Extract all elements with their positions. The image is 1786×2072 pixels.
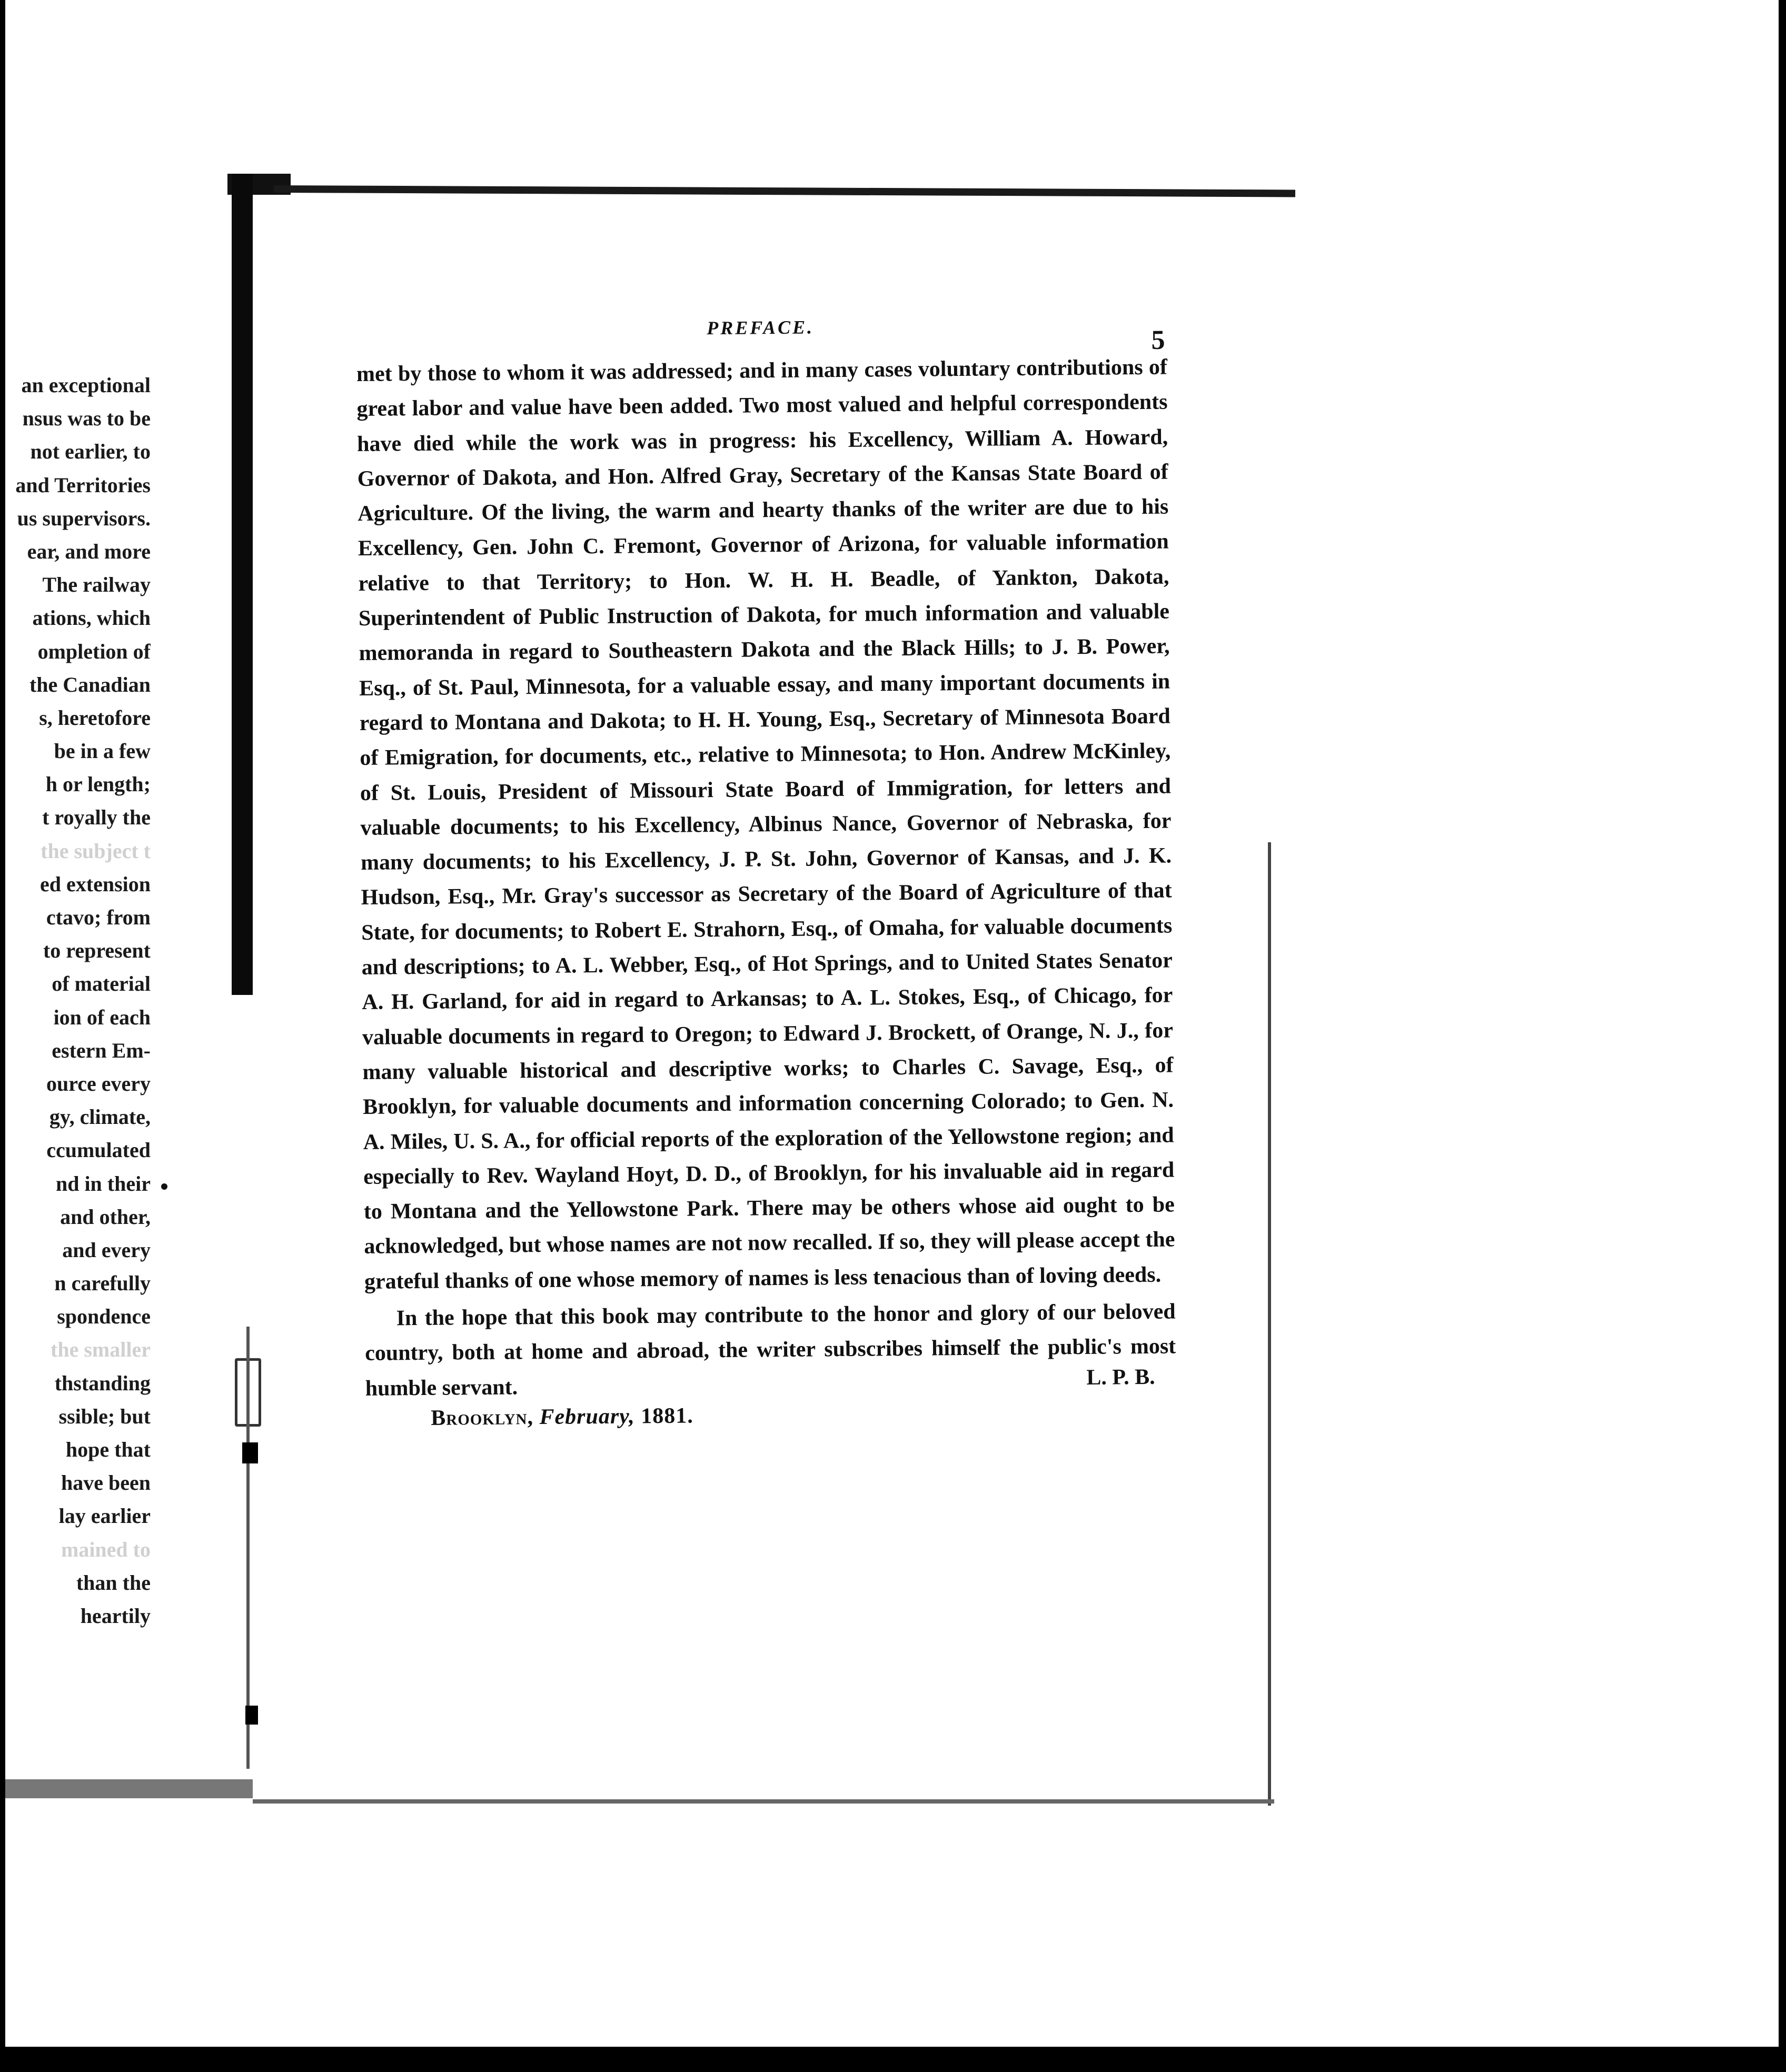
left-fragment-line: nsus was to be — [22, 406, 151, 431]
left-fragment-line: have been — [61, 1471, 151, 1495]
left-fragment-line: h or length; — [45, 772, 151, 796]
left-fragment-line: us supervisors. — [17, 506, 151, 530]
left-fragment-line-bleed: the subject t — [41, 839, 151, 863]
left-fragment-line: hope that — [65, 1438, 151, 1461]
place-and-date — [431, 1403, 693, 1430]
left-page-bottom-edge — [5, 1779, 253, 1798]
month: February, — [539, 1404, 635, 1429]
left-fragment-line: of material — [52, 972, 151, 996]
left-fragment-line: heartily — [80, 1603, 151, 1628]
left-fragment-line: estern Em- — [52, 1038, 151, 1062]
left-fragment-line: ion of each — [53, 1005, 151, 1029]
left-fragment-line: not earlier, to — [30, 440, 151, 464]
left-fragment-line-bleed: mained to — [61, 1537, 151, 1561]
left-fragment-line: nd in their — [55, 1171, 151, 1196]
left-fragment-line: lay earlier — [58, 1504, 151, 1528]
left-fragment-line: ear, and more — [27, 539, 151, 563]
left-fragment-line: n carefully — [54, 1271, 151, 1296]
stray-ink-dot — [161, 1183, 167, 1190]
left-fragment-line: ssible; but — [58, 1404, 151, 1428]
left-fragment-line: an exceptional — [21, 373, 151, 397]
running-head — [356, 308, 1167, 357]
preface-paragraph-acknowledgments: met by those to whom it was addressed; and in many cases voluntary contributions of great labor and value have been added. Two most valued and helpful correspondents have died while the work was in progress: his Excellency, William A. Howard, Governor of Dakota, and Hon. Alfred Gray, Secretary of the Kansas State Board of Agriculture. Of the living, the warm and hearty thanks of the writer are due to his Excellency, Gen. John C. Fremont, Governor of Arizona, for valuable information relative to that Territory; to Hon. W. H. H. Beadle, of Yankton, Dakota, Superintendent of Public Instruction of Dakota, for much information and valuable memoranda in regard to Southeastern Dakota and the Black Hills; to J. B. Power, Esq., of St. Paul, Minnesota, for a valuable essay, and many important documents in regard to Montana and Dakota; to H. H. Young, Esq., Secretary of Minnesota Board of Emigration, for documents, etc., relative to Minnesota; to Hon. Andrew McKinley, of St. Louis, President of Missouri State Board of Immigration, for letters and valuable documents; to his Excellency, Albinus Nance, Governor of Nebraska, for many documents; to his Excellency, J. P. St. John, Governor of Kansas, and J. K. Hudson, Esq., Mr. Gray's successor as Secretary of the Board of Agriculture of that State, for documents; to Robert E. Strahorn, Esq., of Omaha, for valuable documents and descriptions; to A. L. Webber, Esq., of Hot Springs, and to United States Senator A. H. Garland, for aid in regard to Arkansas; to A. L. Stokes, Esq., of Chicago, for valuable documents in regard to Oregon; to Edward J. Brockett, of Orange, N. J., for many valuable historical and descriptive works; to Charles C. Savage, Esq., of Brooklyn, for valuable documents and information concerning Colorado; to Gen. N. A. Miles, U. S. A., for official reports of the exploration of the Yellowstone region; and especially to Rev. Wayland Hoyt, D. D., of Brooklyn, for his invaluable aid in regard to Montana and the Yellowstone Park. There may be others whose aid ought to be acknowledged, but whose names are not now recalled. If so, they will please accept the grateful thanks of one whose memory of names is less tenacious than of loving deeds. — [356, 355, 1175, 1294]
running-head-title: PREFACE. — [707, 316, 815, 339]
page-top-edge — [274, 185, 1295, 197]
scan-frame-right — [1779, 0, 1786, 2072]
left-fragment-line: spondence — [57, 1304, 151, 1329]
preface-paragraph-closing: In the hope that this book may contribute to the honor and glory of our beloved country, both at home and abroad, the writer subscribes himself the public's most humble servant. — [365, 1299, 1176, 1401]
left-fragment-line: ctavo; from — [46, 905, 151, 929]
left-fragment-line: ompletion of — [37, 639, 151, 663]
preface-page — [356, 308, 1177, 1441]
left-fragment-line: s, heretofore — [39, 705, 151, 730]
left-fragment-line: the Canadian — [29, 672, 151, 696]
left-fragment-line: than the — [76, 1570, 151, 1595]
scan-frame-left — [0, 0, 5, 2072]
left-fragment-line: The railway — [42, 573, 151, 597]
author-initials: L. P. B. — [1086, 1364, 1155, 1390]
left-fragment-line-bleed: the smaller — [51, 1338, 151, 1362]
left-fragment-line: ccumulated — [46, 1138, 151, 1162]
signoff — [365, 1364, 1177, 1440]
left-fragment-line: ed extension — [40, 872, 151, 896]
left-fragment-line: gy, climate, — [49, 1105, 151, 1129]
page-number: 5 — [1151, 325, 1167, 355]
spine-notch — [242, 1442, 258, 1463]
left-fragment-line: and Territories — [15, 473, 151, 497]
scan-frame-bottom — [0, 2047, 1786, 2072]
left-page-fragments — [5, 368, 151, 1632]
left-fragment-line: and other, — [60, 1204, 151, 1229]
book-spine-shadow — [232, 174, 253, 995]
left-fragment-line: be in a few — [54, 739, 151, 763]
left-fragment-line: to represent — [43, 939, 151, 963]
left-fragment-line: thstanding — [54, 1371, 151, 1395]
place: Brooklyn, — [431, 1405, 534, 1430]
page-right-edge — [1268, 842, 1271, 1806]
left-fragment-line: ations, which — [32, 606, 151, 630]
year: 1881. — [641, 1403, 693, 1429]
spine-notch-lower — [245, 1706, 258, 1725]
left-fragment-line: ource every — [46, 1071, 151, 1095]
left-fragment-line: t royally the — [42, 805, 151, 830]
spine-gutter-line — [246, 1327, 250, 1769]
left-fragment-line: and every — [62, 1238, 151, 1262]
page-bottom-edge — [253, 1799, 1274, 1804]
